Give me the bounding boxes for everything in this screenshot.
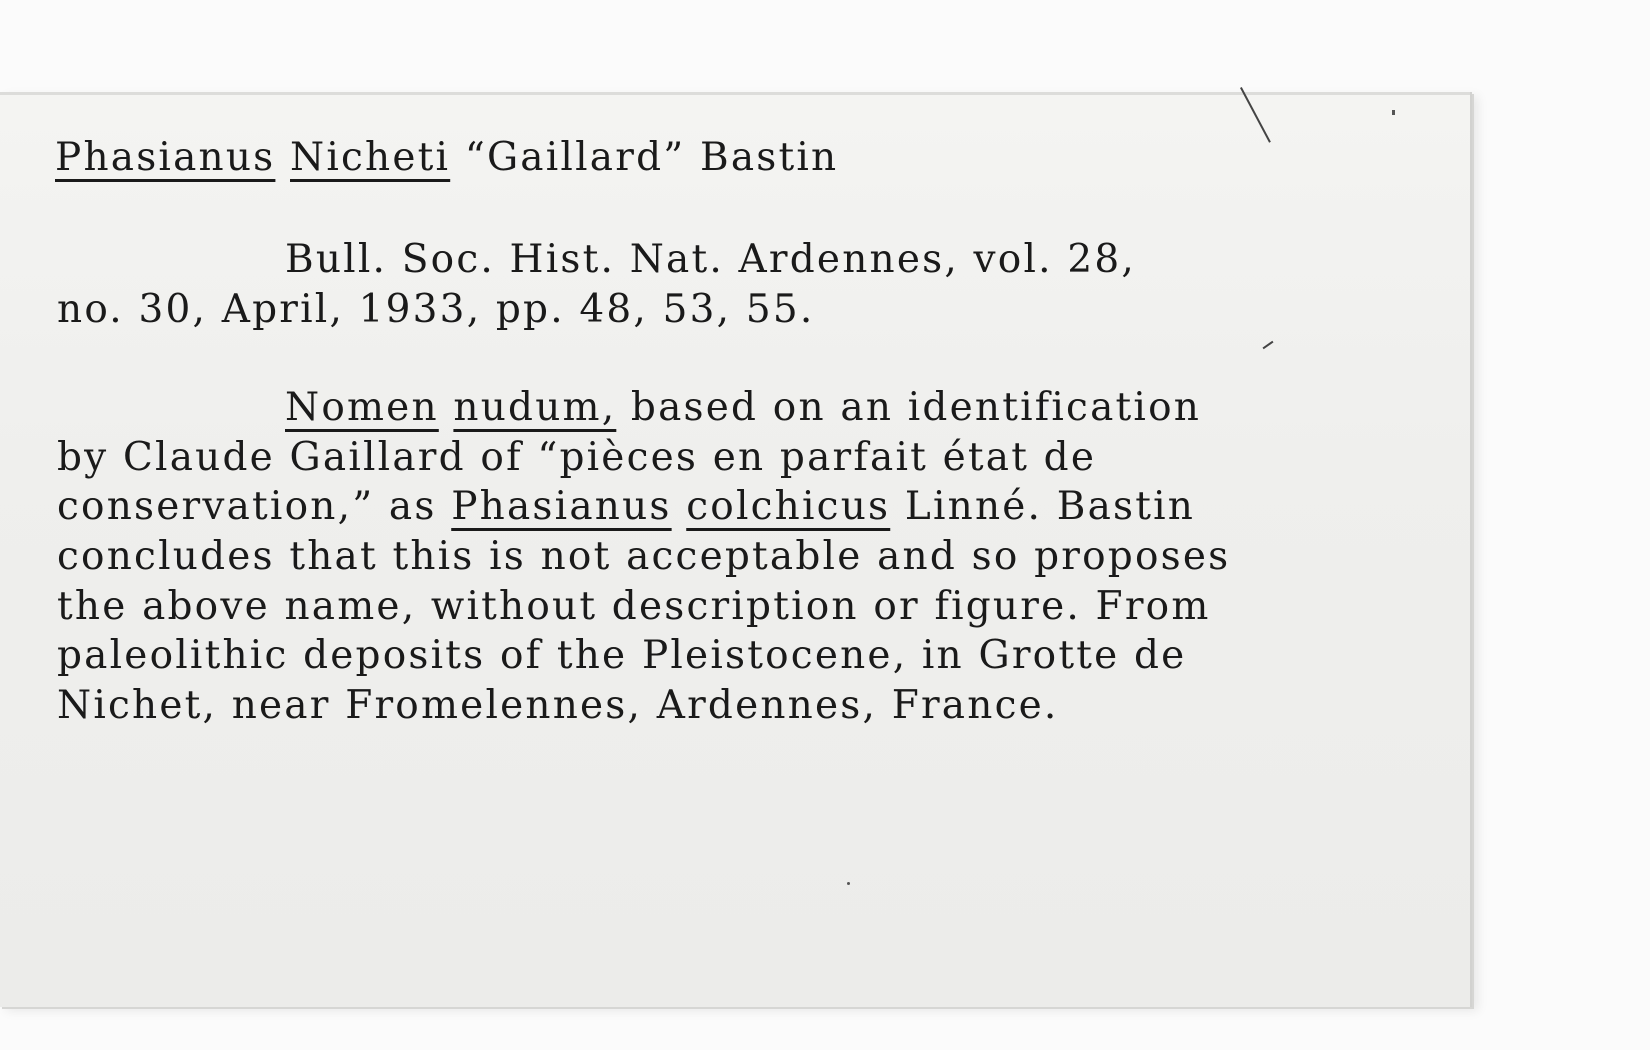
card-edge (0, 92, 1470, 95)
note-line-1-rest: based on an identification (630, 385, 1202, 430)
citation-line-2: no. 30, April, 1933, pp. 48, 53, 55. (57, 287, 815, 332)
note-line-2: by Claude Gaillard of “pièces en parfait état de (57, 435, 1097, 480)
colchicus-genus: Phasianus (451, 484, 672, 529)
note-line-3 (57, 484, 1196, 529)
note-line-4: concludes that this is not acceptable and so proposes (57, 534, 1231, 579)
note-line-7: Nichet, near Fromelennes, Ardennes, France. (57, 683, 1059, 728)
colchicus-species: colchicus (686, 484, 891, 529)
note-line-6: paleolithic deposits of the Pleistocene, in Grotte de (57, 633, 1187, 678)
nomen-word: Nomen (285, 385, 439, 430)
speck (847, 882, 850, 885)
note-line-3-post: Linné. Bastin (904, 484, 1196, 529)
genus-name: Phasianus (55, 135, 276, 180)
pen-mark (1392, 110, 1395, 115)
species-name: Nicheti (290, 135, 451, 180)
nudum-word: nudum, (453, 385, 617, 430)
card-heading (55, 135, 839, 180)
note-line-5: the above name, without description or figure. From (57, 584, 1211, 629)
author-attribution: “Gaillard” Bastin (464, 135, 839, 180)
note-line-1 (285, 385, 1202, 430)
citation-line-1: Bull. Soc. Hist. Nat. Ardennes, vol. 28, (285, 237, 1136, 282)
note-line-3-pre: conservation,” as (57, 484, 437, 529)
